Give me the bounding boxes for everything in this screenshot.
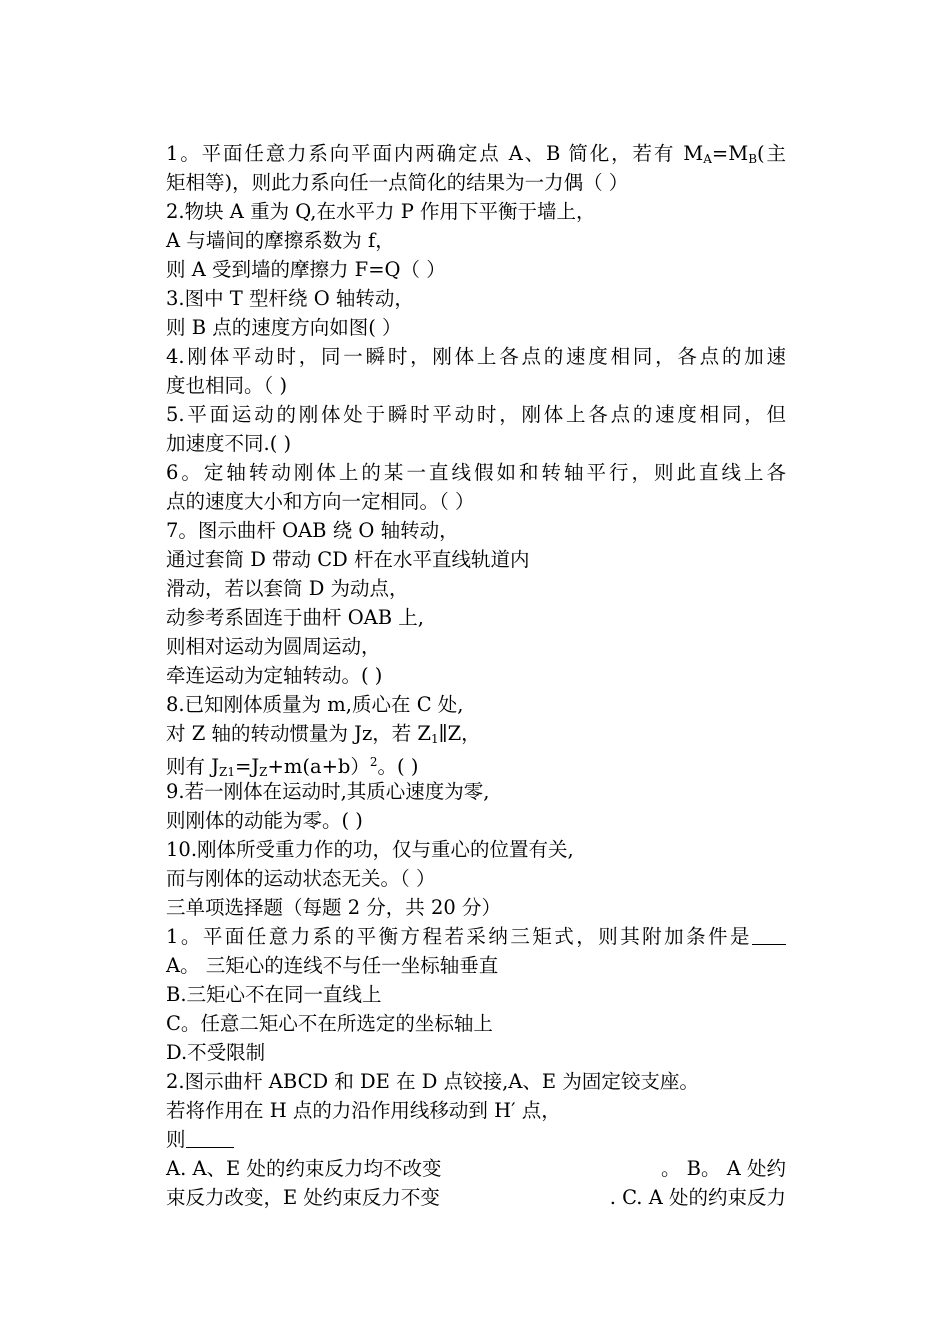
- q6-line-1: 6。定轴转动刚体上的某一直线假如和转轴平行，则此直线上各: [166, 461, 786, 484]
- q9-line-1: 9.若一刚体在运动时,其质心速度为零,: [166, 780, 490, 803]
- q1-subscript-a: A: [703, 152, 712, 166]
- q7-line-2: 通过套筒 D 带动 CD 杆在水平直线轨道内: [166, 548, 530, 571]
- q1-line-2: 矩相等)，则此力系向任一点简化的结果为一力偶（ ）: [166, 171, 629, 194]
- q4-line-1: 4.刚体平动时，同一瞬时，刚体上各点的速度相同，各点的加速: [166, 345, 786, 368]
- q1-text-end: (主: [757, 142, 786, 165]
- q2-line-2: A 与墙间的摩擦系数为 f，: [166, 229, 395, 252]
- answer-blank: [752, 924, 786, 945]
- s3-q1-option-b: B.三矩心不在同一直线上: [166, 983, 382, 1006]
- s3-q2-then: [166, 1125, 786, 1154]
- s3-q1-text: 1。平面任意力系的平衡方程若采纳三矩式，则其附加条件是: [166, 925, 752, 948]
- s3-q1-option-d: D.不受限制: [166, 1041, 266, 1064]
- q7-line-4: 动参考系固连于曲杆 OAB 上,: [166, 606, 424, 629]
- q8-line-3: [166, 748, 786, 777]
- q2-line-3: 则 A 受到墙的摩擦力 F=Q（ ）: [166, 258, 446, 281]
- q1-text: 1。平面任意力系向平面内两确定点 A、B 简化，若有 M: [166, 142, 704, 165]
- q8-formula-subscript-2: Z: [259, 765, 268, 779]
- q7-line-6: 牵连运动为定轴转动。( ): [166, 664, 383, 687]
- q8-formula-end: 。( ): [377, 755, 419, 778]
- q8-subscript: 1: [430, 732, 439, 746]
- s3-q1-stem: [166, 922, 786, 951]
- s3-q1-option-a: A。 三矩心的连线不与任一坐标轴垂直: [166, 954, 499, 977]
- q8-formula-superscript: 2: [369, 755, 378, 769]
- s3-q2-line-2: 若将作用在 H 点的力沿作用线移动到 H′ 点，: [166, 1099, 561, 1122]
- q6-line-2: 点的速度大小和方向一定相同。（ ）: [166, 490, 475, 513]
- q5-line-2: 加速度不同.( ): [166, 432, 292, 455]
- s3-q1-option-c: C。任意二矩心不在所选定的坐标轴上: [166, 1012, 493, 1035]
- answer-blank: [186, 1127, 234, 1148]
- q3-line-1: 3.图中 T 型杆绕 O 轴转动，: [166, 287, 414, 310]
- s3-q2-line-1: 2.图示曲杆 ABCD 和 DE 在 D 点铰接,A、E 为固定铰支座。: [166, 1070, 699, 1093]
- q9-line-2: 则刚体的动能为零。( ): [166, 809, 363, 832]
- q7-line-5: 则相对运动为圆周运动，: [166, 635, 381, 658]
- q8-text-end: ∥Z，: [438, 722, 481, 745]
- q8-formula-mid: =J: [235, 755, 260, 778]
- q7-line-3: 滑动，若以套筒 D 为动点，: [166, 577, 409, 600]
- s3-q2-options-row-2: [166, 1183, 786, 1212]
- section-title: 三单项选择题（每题 2 分，共 20 分）: [166, 896, 502, 919]
- q10-line-2: 而与刚体的运动状态无关。（ ）: [166, 867, 436, 890]
- q1-text-eq: =M: [711, 142, 749, 165]
- q8-formula-start: 则有 J: [166, 755, 220, 778]
- s3-q2-option-b: 束反力改变，E 处约束反力不变: [166, 1186, 440, 1209]
- q4-line-2: 度也相同。（ ): [166, 374, 288, 397]
- s3-q2-option-a: A. A、E 处的约束反力均不改变: [166, 1157, 442, 1180]
- q8-line-2: [166, 719, 786, 748]
- q8-formula-tail: +m(a+b）: [267, 755, 370, 778]
- s3-q2-option-b-start: 。 B。 A 处约: [660, 1157, 786, 1180]
- q5-line-1: 5.平面运动的刚体处于瞬时平动时，刚体上各点的速度相同，但: [166, 403, 786, 426]
- s3-q2-then-text: 则: [166, 1128, 186, 1151]
- q2-line-1: 2.物块 A 重为 Q,在水平力 P 作用下平衡于墙上，: [166, 200, 596, 223]
- q7-line-1: 7。图示曲杆 OAB 绕 O 轴转动，: [166, 519, 459, 542]
- q8-text: 对 Z 轴的转动惯量为 Jz，若 Z: [166, 722, 431, 745]
- q1-line-1: [166, 139, 786, 168]
- document-page: [166, 139, 786, 1212]
- s3-q2-option-c-start: . C. A 处的约束反力: [609, 1186, 786, 1209]
- s3-q2-options-row-1: [166, 1154, 786, 1183]
- q8-formula-subscript-1: Z1: [219, 765, 236, 779]
- q8-line-1: 8.已知刚体质量为 m,质心在 C 处,: [166, 693, 464, 716]
- q1-subscript-b: B: [748, 152, 758, 166]
- q3-line-2: 则 B 点的速度方向如图( ）: [166, 316, 402, 339]
- q10-line-1: 10.刚体所受重力作的功，仅与重心的位置有关,: [166, 838, 574, 861]
